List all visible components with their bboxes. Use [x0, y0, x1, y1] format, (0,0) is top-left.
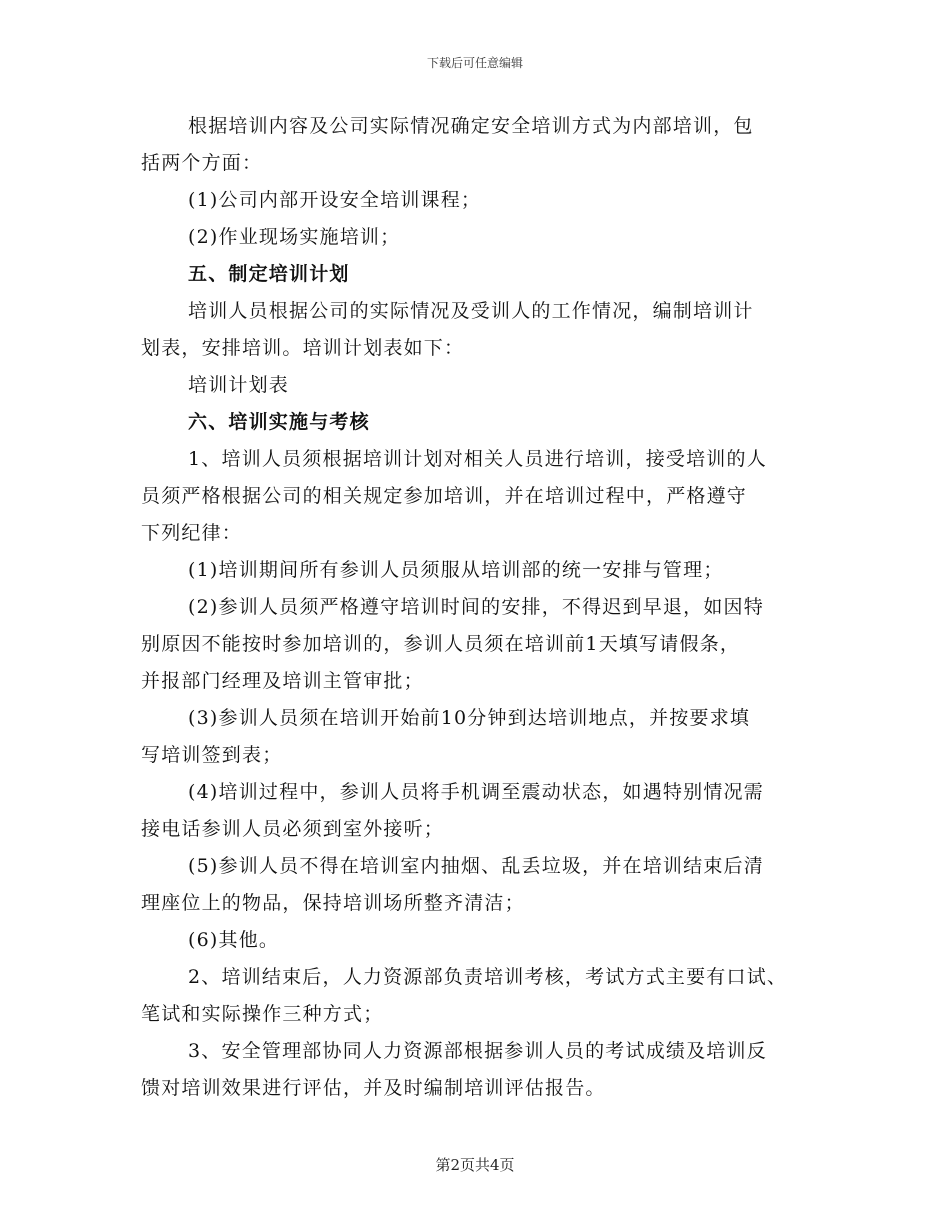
paragraph-line: 接电话参训人员必须到室外接听；	[141, 818, 445, 840]
paragraph-line: 培训人员根据公司的实际情况及受训人的工作情况，编制培训计	[188, 300, 754, 322]
list-item: (5)参训人员不得在培训室内抽烟、乱丢垃圾，并在培训结束后清	[188, 855, 764, 877]
list-item: (1)公司内部开设安全培训课程；	[188, 189, 482, 211]
header-note: 下载后可任意编辑	[426, 56, 523, 70]
list-item: (2)参训人员须严格遵守培训时间的安排，不得迟到早退，如因特	[188, 596, 764, 618]
list-item: (4)培训过程中，参训人员将手机调至震动状态，如遇特别情况需	[188, 781, 764, 803]
list-item: (1)培训期间所有参训人员须服从培训部的统一安排与管理；	[188, 559, 724, 581]
section-heading: 五、制定培训计划	[188, 263, 350, 285]
section-heading: 六、培训实施与考核	[188, 411, 370, 433]
paragraph-line: 理座位上的物品，保持培训场所整齐清洁；	[141, 892, 525, 914]
list-item: (2)作业现场实施培训；	[188, 226, 401, 248]
paragraph-line: 笔试和实际操作三种方式；	[141, 1003, 384, 1025]
page-number: 第2页共4页	[435, 1156, 515, 1174]
paragraph-line: 2、培训结束后，人力资源部负责培训考核，考试方式主要有口试、	[188, 966, 788, 988]
paragraph-line: 写培训签到表；	[141, 744, 283, 766]
list-item: (6)其他。	[188, 929, 280, 951]
paragraph-line: 3、安全管理部协同人力资源部根据参训人员的考试成绩及培训反	[188, 1040, 767, 1062]
paragraph-line: 并报部门经理及培训主管审批；	[141, 670, 424, 692]
list-item: (3)参训人员须在培训开始前10分钟到达培训地点，并按要求填	[188, 707, 751, 729]
paragraph-line: 根据培训内容及公司实际情况确定安全培训方式为内部培训，包	[188, 115, 754, 137]
paragraph-line: 馈对培训效果进行评估，并及时编制培训评估报告。	[141, 1077, 606, 1099]
paragraph-line: 员须严格根据公司的相关规定参加培训，并在培训过程中，严格遵守	[141, 485, 748, 507]
paragraph-line: 括两个方面：	[141, 152, 263, 174]
table-caption: 培训计划表	[188, 374, 290, 396]
paragraph-line: 划表，安排培训。培训计划表如下：	[141, 337, 465, 359]
paragraph-line: 1、培训人员须根据培训计划对相关人员进行培训，接受培训的人	[188, 448, 767, 470]
paragraph-line: 下列纪律：	[141, 522, 243, 544]
paragraph-line: 别原因不能按时参加培训的，参训人员须在培训前1天填写请假条，	[141, 633, 741, 655]
